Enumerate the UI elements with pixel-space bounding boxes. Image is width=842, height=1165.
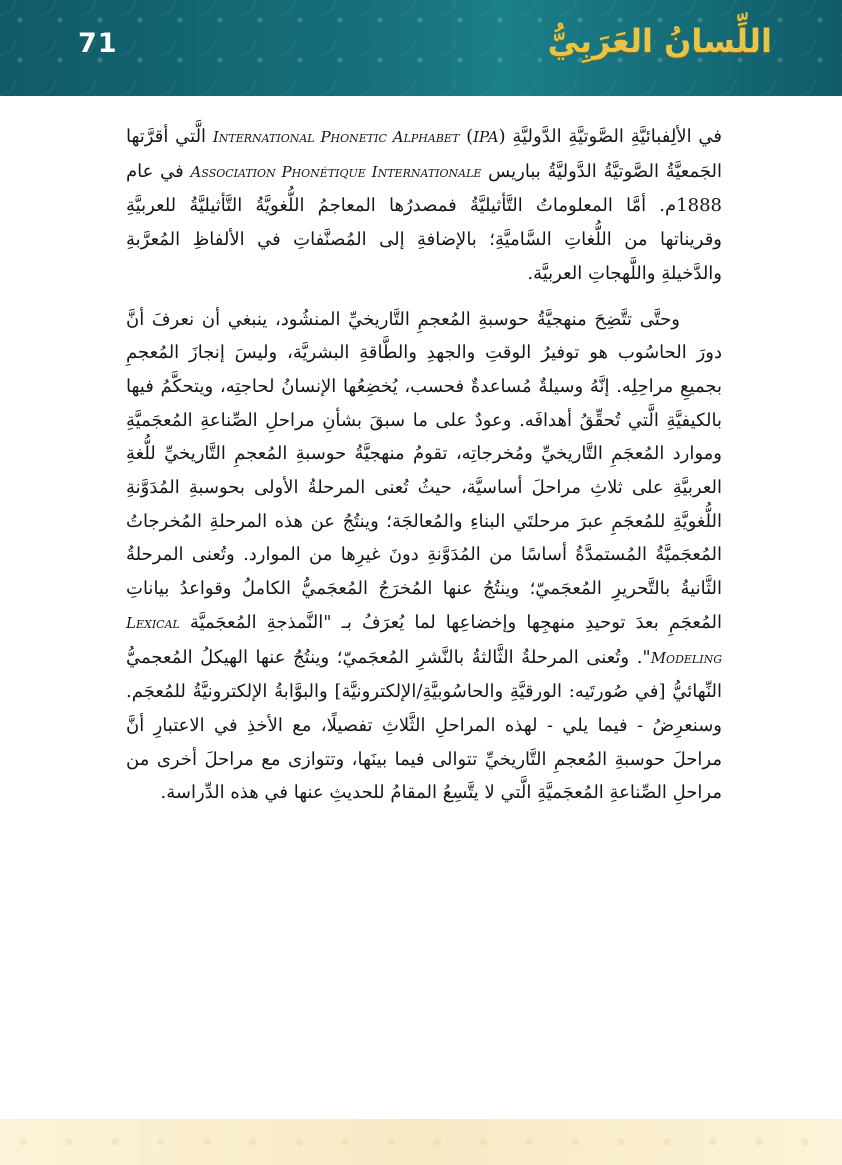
paragraph-2-text-a: وحتَّى تتَّضِحَ منهجيَّةُ حوسبةِ المُعجمِ التَّاريخيِّ المنشُود، ينبغي أن نعرفَ أنَّ دورَ الحاسُوب هو توفيرُ الوقتِ والجهدِ والطَّاقةِ البشريَّة، وليسَ إنجازَ المُعجمِ بجميعِ مراحِلِه. إنَّهُ وسيلةٌ مُساعدةٌ فحسب، يُخضِعُها الإنسانُ لحاجتِه، ويتحكَّمُ فيها بالكيفيَّةِ الَّتي تُحقِّقُ أهدافَه. وعودٌ على ما سبقَ بشأنِ مراحلِ الصِّناعةِ المُعجَميَّةِ وموارد المُعجَمِ التَّاريخيِّ ومُخرجاتِه، تقومُ منهجيَّةُ حوسبةِ المُعجمِ التَّاريخيِّ للُّغةِ العربيَّةِ على ثلاثِ مراحلَ أساسيَّة، حيثُ تُعنى المرحلةُ الأولى بحوسبةِ المُدَوَّنةِ اللُّغويَّةِ للمُعجَمِ عبرَ مرحلتَي البناءِ والمُعالجَة؛ وينتُجُ عن هذه المرحلةِ المُخرجاتُ المُعجَميَّةُ المُستمدَّةُ أساسًا من المُدَوَّنةِ دونَ غيرِها من الموارد. وتُعنى المرحلةُ الثَّانيةُ بالتَّحريرِ المُعجَميّ؛ وينتُجُ عنها المُخرَجُ المُعجَميُّ الكاملُ وقواعدُ بياناتِ المُعجَمِ بعدَ توحيدِ منهجِها وإخضاعِها لما يُعرَفُ بـ "النَّمذجةِ المُعجَميَّة bbox=[126, 308, 722, 633]
paragraph-2-text-b: ". وتُعنى المرحلةُ الثَّالثةُ بالنَّشرِ المُعجَميّ؛ وينتُجُ عنها الهيكلُ المُعجميُّ النِّهائيُّ [في صُورتَيه: الورقيَّةِ والحاسُوبيَّةِ/الإلكترونيَّة] والبوَّابةُ الإلكترونيَّةُ للمُعجَم. وسنعرِضُ - فيما يلي - لهذه المراحلِ الثَّلاثِ تفصيلًا، مع الأخذِ في الاعتبارِ أنَّ مراحلَ حوسبةِ المُعجمِ التَّاريخيِّ تتوالى فيما بينَها، وتتوازى مع مراحلَ أخرى من مراحلِ الصِّناعةِ المُعجَميَّةِ الَّتي لا يتَّسِعُ المقامُ للحديثِ عنها في هذه الدِّراسة. bbox=[126, 646, 722, 804]
paragraph-1-text-d: في عام 1888م. أمَّا المعلوماتُ التَّأثيليَّةُ فمصدرُها المعاجمُ اللُّغويَّةُ التَّأثيليَّةُ للعربيَّةِ وقريناتها من اللُّغاتِ السَّاميَّةِ؛ بالإضافةِ إلى المُصنَّفاتِ في الألفاظِ المُعرَّبةِ والدَّخيلةِ واللَّهجاتِ العربيَّة. bbox=[126, 160, 722, 284]
page-header bbox=[0, 0, 842, 96]
association-name: Association Phonétique Internationale bbox=[190, 162, 482, 181]
page-footer bbox=[0, 1119, 842, 1165]
article-body bbox=[126, 120, 722, 810]
paragraph-1-text-a: في الألِفبائيَّةِ الصَّوتيَّةِ الدَّوليَّةِ ( bbox=[498, 126, 722, 147]
ipa-full-name: International Phonetic Alphabet bbox=[212, 128, 460, 146]
footer-ornament-pattern bbox=[0, 1119, 842, 1165]
paragraph-1 bbox=[126, 120, 722, 291]
paragraph-2 bbox=[126, 303, 722, 811]
paragraph-1-text-c: الَّتي أقرَّتها الجَمعيَّةُ الصَّوتيَّةُ الدَّوليَّةُ بباريس bbox=[126, 126, 723, 182]
ipa-abbreviation: IPA bbox=[473, 128, 499, 146]
page-number: 71 bbox=[78, 28, 118, 59]
paragraph-1-text-b: ) bbox=[459, 126, 474, 147]
lexical-modeling-term: Lexical Modeling bbox=[126, 613, 722, 667]
journal-logo: اللِّسانُ العَرَبِيُّ bbox=[547, 22, 772, 60]
